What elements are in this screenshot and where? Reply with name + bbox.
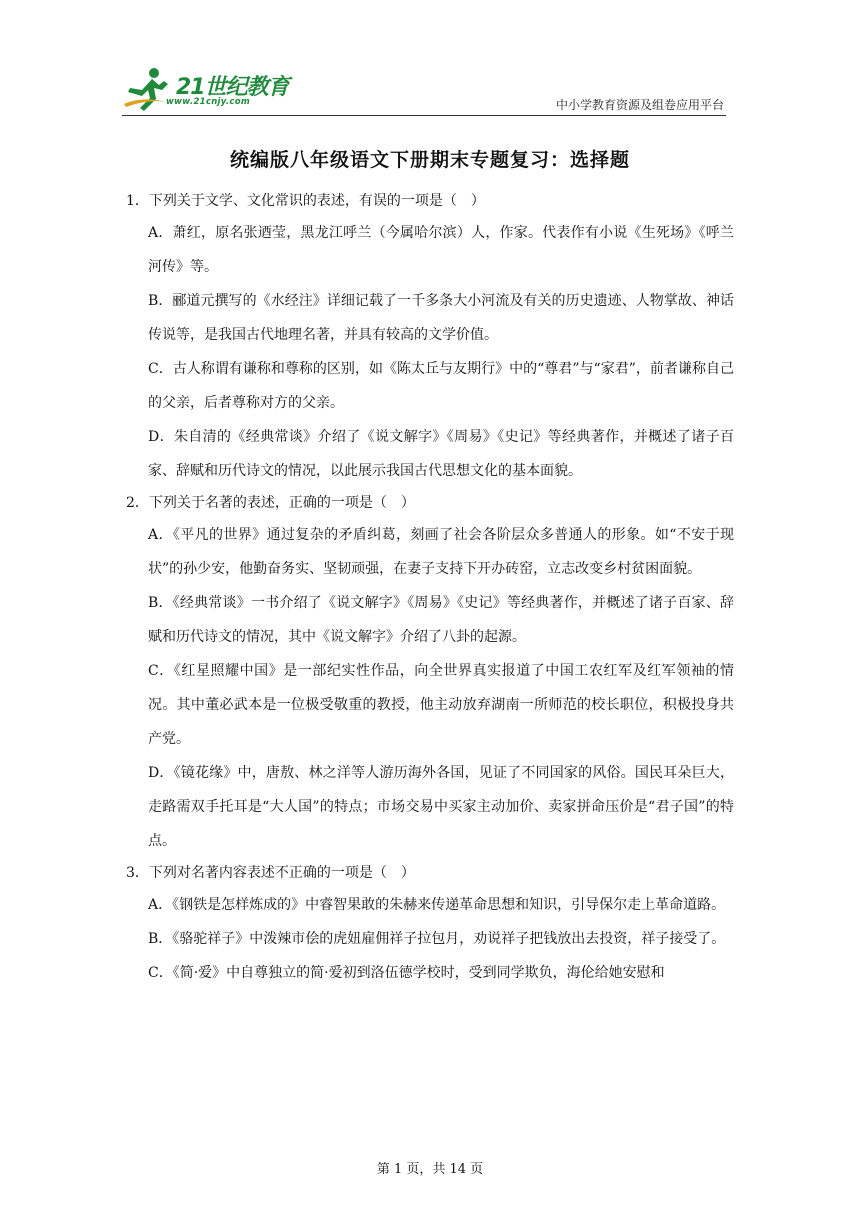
question-2 <box>126 488 734 858</box>
question-stem: 3．下列对名著内容表述不正确的一项是（ ） <box>126 865 415 881</box>
question-stem: 2．下列关于名著的表述，正确的一项是（ ） <box>126 495 415 511</box>
option-a: A．《平凡的世界》通过复杂的矛盾纠葛，刻画了社会各阶层众多普通人的形象。如“不安于现状”的孙少安，他勤奋务实、坚韧顽强，在妻子支持下开办砖窑，立志改变乡村贫困面貌。 <box>148 527 734 577</box>
option-c: C．古人称谓有谦称和尊称的区别，如《陈太丘与友期行》中的“尊君”与“家君”，前者谦称自己的父亲，后者尊称对方的父亲。 <box>148 361 734 411</box>
header-tagline: 中小学教育资源及组卷应用平台 <box>555 98 724 112</box>
page-header <box>0 0 860 120</box>
site-logo <box>122 66 292 118</box>
question-1 <box>126 186 734 488</box>
option-b: B．《骆驼祥子》中泼辣市侩的虎妞雇佣祥子拉包月，劝说祥子把钱放出去投资，祥子接受了。 <box>148 931 726 947</box>
page-title: 统编版八年级语文下册期末专题复习：选择题 <box>229 149 630 171</box>
question-3 <box>126 858 734 990</box>
option-b: B．《经典常谈》一书介绍了《说文解字》《周易》《史记》等经典著作，并概述了诸子百家、辞赋和历代诗文的情况，其中《说文解字》介绍了八卦的起源。 <box>148 595 734 645</box>
option-b: B．郦道元撰写的《水经注》详细记载了一千多条大小河流及有关的历史遗迹、人物掌故、神话传说等，是我国古代地理名著，并具有较高的文学价值。 <box>148 293 734 343</box>
page-number: 第 1 页，共 14 页 <box>376 1162 484 1177</box>
option-a: A．《钢铁是怎样炼成的》中睿智果敢的朱赫来传递革命思想和知识，引导保尔走上革命道路。 <box>148 897 726 913</box>
option-c: C．《红星照耀中国》是一部纪实性作品，向全世界真实报道了中国工农红军及红军领袖的情况。其中董必武本是一位极受敬重的教授，他主动放弃湖南一所师范的校长职位，积极投身共产党。 <box>148 663 734 747</box>
header-divider <box>122 115 726 116</box>
logo-text: 21世纪教育 <box>176 75 289 100</box>
option-a: A．萧红，原名张迺莹，黑龙江呼兰（今属哈尔滨）人，作家。代表作有小说《生死场》《呼兰河传》等。 <box>148 225 734 275</box>
option-d: D．朱自清的《经典常谈》介绍了《说文解字》《周易》《史记》等经典著作，并概述了诸子百家、辞赋和历代诗文的情况，以此展示我国古代思想文化的基本面貌。 <box>148 429 734 479</box>
logo-url: www.21cnjy.com <box>166 97 250 107</box>
option-c: C．《简·爱》中自尊独立的简·爱初到洛伍德学校时，受到同学欺负，海伦给她安慰和 <box>148 965 665 981</box>
question-stem: 1．下列关于文学、文化常识的表述，有误的一项是（ ） <box>126 193 485 209</box>
question-list <box>126 186 734 990</box>
option-d: D．《镜花缘》中，唐敖、林之洋等人游历海外各国，见证了不同国家的风俗。国民耳朵巨大，走路需双手托耳是“大人国”的特点；市场交易中买家主动加价、卖家拼命压价是“君子国”的特点。 <box>148 765 734 849</box>
